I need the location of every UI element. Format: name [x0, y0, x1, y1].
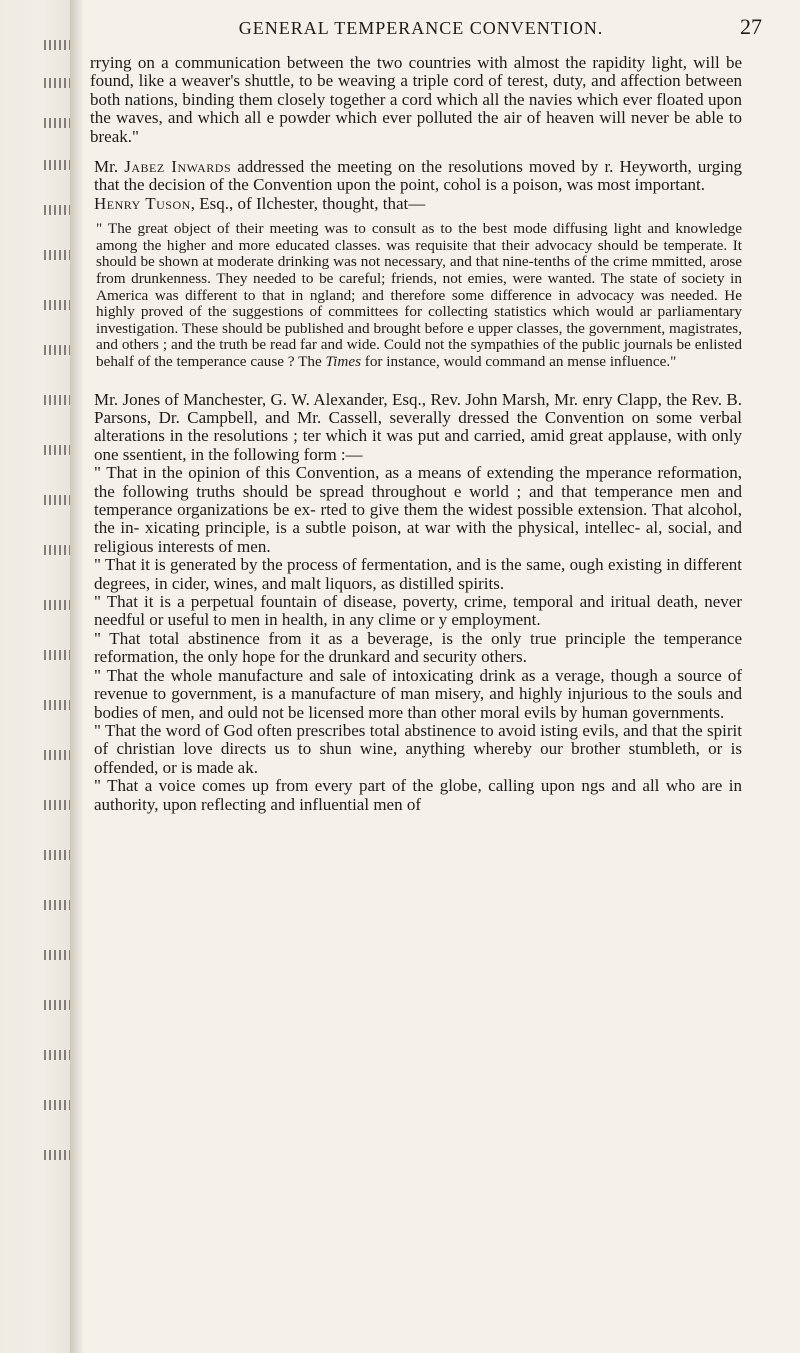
quote-text-after: for instance, would command an mense influence." [360, 353, 677, 370]
tuson-quotation [90, 221, 742, 370]
resolution-1: " That in the opinion of this Convention, as a means of extending the mperance reformation, the following truths should be spread throughout e world ; and that temperance men and temperance organizations be ex- rted to give them the widest possible extension. That alcohol, the in- xicating principle, is a subtle poison, at war with the physical, intellec- al, social, and religious interests of men. [94, 463, 742, 556]
speaker-name-inwards: Jabez Inwards [124, 157, 232, 177]
paragraph-continued: rrying on a communication between the two countries with almost the rapidity light, will be found, like a weaver's shuttle, to be weaving a triple cord of terest, duty, and affection between both nations, binding them closely together a cord which all the navies which ever floated upon the waves, and which all e powder which ever polluted the air of heaven will never be able to break." [90, 53, 742, 146]
paragraph-inwards [90, 158, 742, 195]
resolution-6: " That the word of God often prescribes total abstinence to avoid isting evils, and that the spirit of christian love directs us to shun wine, anything whereby our brother stumbleth, or is offended, or is made ak. [94, 720, 742, 777]
resolution-2: " That it is generated by the process of fermentation, and is the same, ough existing in different degrees, in cider, wines, and malt liquors, as distilled spirits. [94, 555, 742, 593]
paragraph-inwards-text: addressed the meeting on the resolutions moved by r. Heyworth, urging that the decision of the Convention upon the point, cohol is a poison, was most important. [94, 157, 742, 195]
resolution-7: " That a voice comes up from every part of the globe, calling upon ngs and all who are in authority, upon reflecting and influential men of [94, 776, 742, 814]
running-title: GENERAL TEMPERANCE CONVENTION. [238, 18, 604, 38]
paragraph-tuson-text: , Esq., of Ilchester, thought, that— [190, 193, 426, 213]
times-title: Times [325, 353, 361, 370]
running-header [80, 14, 762, 44]
page-fold-shadow [70, 0, 84, 1353]
resolution-3: " That it is a perpetual fountain of disease, poverty, crime, temporal and iritual death, never needful or useful to men in health, in any clime or y employment. [94, 592, 742, 630]
quote-text-before: " The great object of their meeting was to consult as to the best mode diffusing light and knowledge among the higher and more educated classes. was requisite that their advocacy should be temperate. It should be shown at moderate drinking was not necessary, and that nine-tenths of the crime mmitted, arose from drunkenness. They needed to be careful; friends, not emies, were wanted. The state of society in America was different to that in ngland; and therefore some difference in advocacy was needed. He highly proved of the suggestions of committees for collecting statistics which would ar parliamentary investigation. These should be published and brought before e upper classes, the government, magistrates, and others ; and the truth be read far and wide. Could not the sympathies of the public journals be enlisted behalf of the temperance cause ? The [96, 220, 742, 370]
speaker-prefix: Mr. [94, 157, 125, 177]
bleed-through-margin [0, 0, 78, 1353]
resolution-5: " That the whole manufacture and sale of intoxicating drink as a verage, though a source of revenue to government, is a manufacture of man misery, and highly injurious to the souls and bodies of men, and ould not be licensed more than other moral evils by human governments. [94, 665, 742, 722]
resolution-4: " That total abstinence from it as a beverage, is the only true principle the temperance reformation, the only hope for the drunkard and security others. [94, 628, 742, 667]
speaker-name-tuson: Henry Tuson [94, 193, 191, 213]
page-number: 27 [740, 14, 762, 39]
paragraph-speakers: Mr. Jones of Manchester, G. W. Alexander, Esq., Rev. John Marsh, Mr. enry Clapp, the Rev. B. Parsons, Dr. Campbell, and Mr. Cassell, severally dressed the Convention on some verbal alterations in the resolutions ; ter which it was put and carried, amid great applause, with only one ssentient, in the following form :— [94, 389, 742, 464]
page-body [90, 54, 742, 814]
paragraph-tuson [90, 195, 742, 213]
